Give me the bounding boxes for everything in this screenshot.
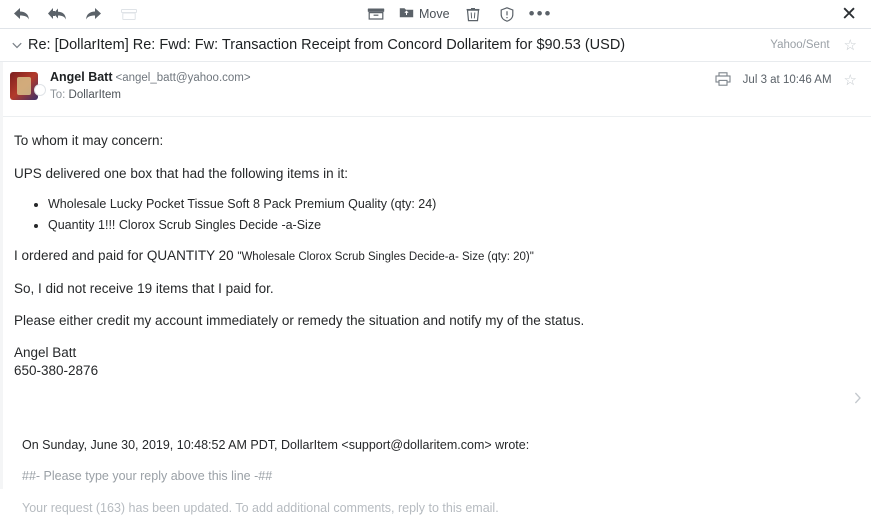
quoted-message-block xyxy=(14,436,851,516)
archive-icon xyxy=(118,4,140,24)
message-header xyxy=(0,62,871,117)
subject-bar xyxy=(0,29,871,62)
close-icon[interactable]: ✕ xyxy=(841,2,857,25)
subject-text: Re: [DollarItem] Re: Fwd: Fw: Transaction Receipt from Concord Dollaritem for $90.53 (USD) xyxy=(28,37,626,53)
toolbar-center-group xyxy=(365,0,552,28)
reply-arrow-icon[interactable] xyxy=(10,4,32,24)
move-button[interactable] xyxy=(399,6,450,22)
delivered-items-list xyxy=(14,196,851,234)
chevron-right-icon[interactable] xyxy=(851,385,865,411)
ordered-quoted: "Wholesale Clorox Scrub Singles Decide-a- Size (qty: 20)" xyxy=(237,251,534,264)
more-options-icon[interactable]: ••• xyxy=(528,3,553,23)
shield-spam-icon[interactable] xyxy=(496,4,518,24)
message-date: Jul 3 at 10:46 AM xyxy=(742,74,832,86)
signature-phone: 650-380-2876 xyxy=(14,363,99,379)
sender-line xyxy=(50,70,715,86)
toolbar-left-group xyxy=(0,4,140,24)
left-edge-strip xyxy=(0,62,3,489)
avatar xyxy=(10,72,38,100)
list-item: • Quantity 1!!! Clorox Scrub Singles Decide -a-Size xyxy=(48,217,851,235)
body-delivered-line: UPS delivered one box that had the following items in it: xyxy=(14,165,348,181)
forward-arrow-icon[interactable] xyxy=(82,4,104,24)
message-toolbar xyxy=(0,0,871,29)
chevron-down-icon[interactable] xyxy=(6,38,28,52)
sender-email[interactable]: <angel_batt@yahoo.com> xyxy=(115,72,251,84)
move-label: Move xyxy=(419,7,450,21)
to-label: To: xyxy=(50,89,66,101)
sender-name[interactable]: Angel Batt xyxy=(50,70,113,84)
star-icon[interactable]: ☆ xyxy=(843,36,857,54)
quote-truncated-line: Your request (163) has been updated. To add additional comments, reply to this email. xyxy=(22,500,499,515)
message-body xyxy=(0,117,871,521)
printer-icon[interactable] xyxy=(715,72,731,88)
recipient-line xyxy=(50,88,715,103)
message-star-icon[interactable]: ☆ xyxy=(843,71,857,89)
signature-block xyxy=(14,344,851,380)
to-value[interactable]: DollarItem xyxy=(68,89,121,101)
body-request: Please either credit my account immediately or remedy the situation and notify my of the status. xyxy=(14,313,585,329)
body-not-received: So, I did not receive 19 items that I paid for. xyxy=(14,280,274,296)
list-item: • Wholesale Lucky Pocket Tissue Soft 8 Pack Premium Quality (qty: 24) xyxy=(48,196,851,214)
quote-intro: On Sunday, June 30, 2019, 10:48:52 AM PDT, DollarItem <support@dollaritem.com> wrote: xyxy=(22,438,530,453)
body-ordered-line xyxy=(14,246,851,266)
toolbar-right-group xyxy=(841,0,857,28)
trash-icon[interactable] xyxy=(462,4,484,24)
message-header-actions xyxy=(715,70,857,88)
signature-name: Angel Batt xyxy=(14,344,77,360)
avatar-badge-icon xyxy=(34,84,46,96)
sender-block xyxy=(50,70,715,103)
reply-all-icon[interactable] xyxy=(46,4,68,24)
move-folder-icon xyxy=(399,6,414,22)
body-greeting: To whom it may concern: xyxy=(14,133,164,148)
quote-reply-above-line: ##- Please type your reply above this line -## xyxy=(22,469,273,484)
ordered-prefix: I ordered and paid for QUANTITY 20 xyxy=(14,248,238,264)
archive-box-icon[interactable] xyxy=(365,4,387,24)
folder-label: Yahoo/Sent xyxy=(770,39,830,51)
